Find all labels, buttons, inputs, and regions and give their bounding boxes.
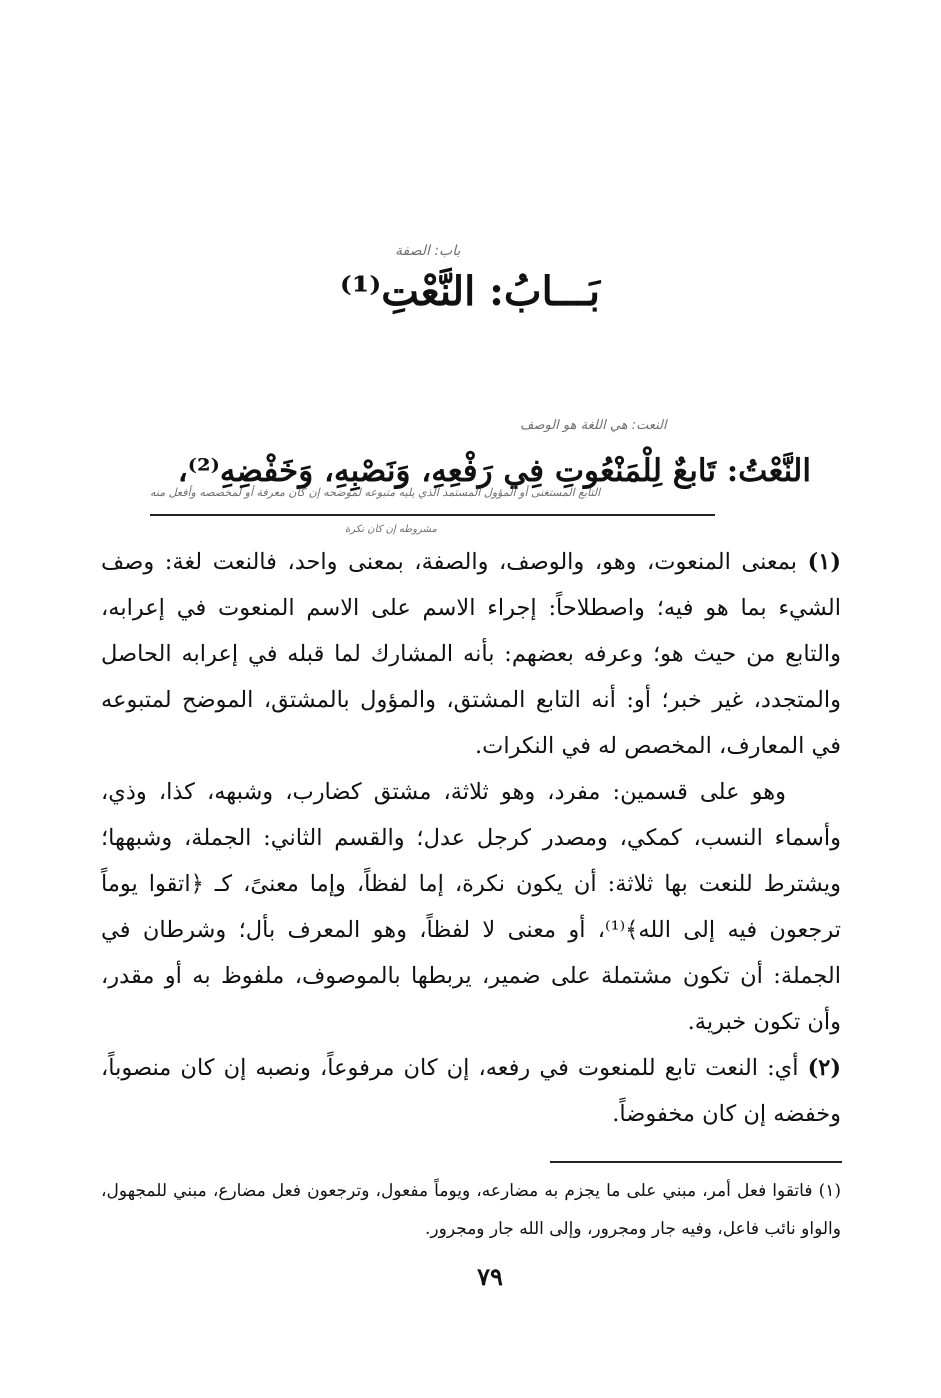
page-number: ٧٩ (477, 1262, 503, 1291)
footnote-label: (١) (818, 1181, 841, 1201)
handwritten-above-definition: النعت: هي اللغة هو الوصف (520, 418, 667, 433)
definition-line: النَّعْتُ: تَابعٌ لِلْمَنْعُوتِ فِي رَفْعِهِ، وَنَصْبِهِ، وَخَفْضِهِ⁽²⁾، (177, 453, 811, 489)
note-1-paragraph-2: وهو على قسمين: مفرد، وهو ثلاثة، مشتق كضارب، وشبهه، كذا، وذي، وأسماء النسب، كمكي، ومصدر كرجل عدل؛ والقسم الثاني: الجملة، وشبهها؛ ويشترط للنعت بها ثلاثة: أن يكون نكرة، إما لفظاً، وإما معنىً، كـ ﴿اتقوا يوماً ترجعون فيه إلى الله﴾⁽¹⁾، أو معنى لا لفظاً، وهو المعرف بأل؛ وشرطان في الجملة: أن تكون مشتملة على ضمير، يربطها بالموصوف، ملفوظ به أو مقدر، وأن تكون خبرية. (101, 779, 841, 1035)
footnote-separator (550, 1161, 842, 1163)
footnote-text: فاتقوا فعل أمر، مبني على ما يجزم به مضارعه، ويوماً مفعول، وترجعون فعل مضارع، مبني للمجهول، والواو نائب فاعل، وفيه جار ومجرور، وإلى الله جار ومجرور. (101, 1181, 841, 1239)
commentary-notes (101, 539, 841, 1137)
definition-underline (150, 514, 715, 516)
footnote (101, 1172, 841, 1248)
note-2-label: (٢) (807, 1055, 841, 1081)
note-1 (101, 539, 841, 769)
handwritten-margin-note: التابع المستغنى أو المؤول المستمد الذي يليه متبوعه لموضحه إن كان معرفة أو لمخصصه وأفعل منه (150, 486, 601, 499)
note-1-label: (١) (807, 549, 841, 575)
handwritten-margin-note-lower: مشروطه إن كان نكرة (345, 524, 437, 535)
note-1-text: بمعنى المنعوت، وهو، والوصف، والصفة، بمعنى واحد، فالنعت لغة: وصف الشيء بما هو فيه؛ واصطلاحاً: إجراء الاسم على الاسم المنعوت في إعرابه، والتابع من حيث هو؛ وعرفه بعضهم: بأنه المشارك لما قبله في إعرابه الحاصل والمتجدد، غير خبر؛ أو: أنه التابع المشتق، والمؤول بالمشتق، الموضح لمتبوعه في المعارف، المخصص له في النكرات. (101, 549, 841, 759)
note-2 (101, 1045, 841, 1137)
handwritten-title-note: باب: الصفة (395, 243, 461, 259)
note-2-text: أي: النعت تابع للمنعوت في رفعه، إن كان مرفوعاً، ونصبه إن كان منصوباً، وخفضه إن كان مخفوضاً. (101, 1055, 841, 1127)
chapter-title: بَـــابُ: النَّعْتِ⁽¹⁾ (339, 268, 601, 315)
